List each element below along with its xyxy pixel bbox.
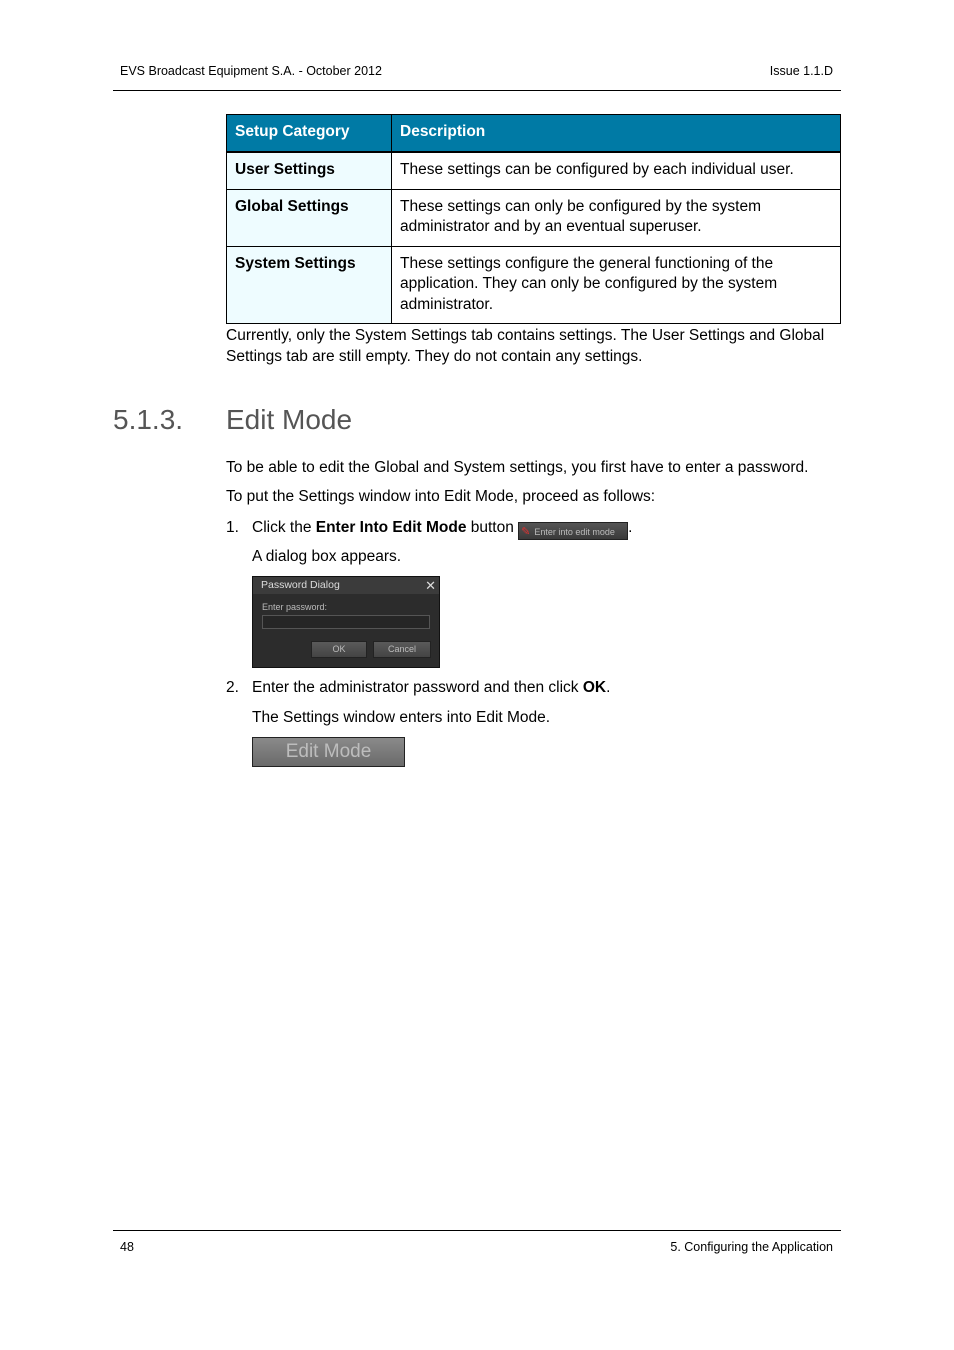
section-heading xyxy=(113,404,352,436)
footer-rule xyxy=(113,1230,841,1231)
close-icon[interactable]: ✕ xyxy=(425,578,436,593)
table-row xyxy=(227,246,841,324)
header-left: EVS Broadcast Equipment S.A. - October 2012 xyxy=(120,64,382,78)
table-cell-description: These settings can only be configured by the system administrator and by an eventual superuser. xyxy=(392,189,841,246)
edit-mode-indicator: Edit Mode xyxy=(252,737,405,767)
cancel-button[interactable]: Cancel xyxy=(373,641,431,658)
enter-into-edit-mode-label: Enter into edit mode xyxy=(534,527,615,537)
table-cell-category: System Settings xyxy=(227,246,392,324)
password-label: Enter password: xyxy=(262,602,328,612)
table-header-row xyxy=(227,115,841,153)
page-number: 48 xyxy=(120,1240,134,1254)
table-header-description: Description xyxy=(392,115,841,153)
table-cell-category: User Settings xyxy=(227,152,392,189)
step-1-number: 1. xyxy=(226,519,239,536)
step-1-result: A dialog box appears. xyxy=(252,548,402,565)
step-1-period: . xyxy=(628,519,633,536)
table-row xyxy=(227,189,841,246)
section-title: Edit Mode xyxy=(226,404,353,435)
step-1-prefix: Click the xyxy=(252,519,316,536)
pencil-icon: ✎ xyxy=(521,526,531,538)
enter-into-edit-mode-button[interactable] xyxy=(518,522,628,540)
step-2-bold: OK xyxy=(582,679,607,696)
step-1-text xyxy=(252,518,632,540)
dialog-title: Password Dialog xyxy=(253,577,439,594)
ok-button[interactable]: OK xyxy=(311,641,367,658)
header-rule xyxy=(113,90,841,91)
password-dialog xyxy=(252,576,440,668)
table-cell-category: Global Settings xyxy=(227,189,392,246)
table-cell-description: These settings can be configured by each individual user. xyxy=(392,152,841,189)
intro-paragraph-1: To be able to edit the Global and System settings, you first have to enter a password. xyxy=(226,459,809,476)
note-paragraph: Currently, only the System Settings tab contains settings. The User Settings and Global Settings tab are still empty. They do not contain any settings. xyxy=(226,327,825,365)
step-2-prefix: Enter the administrator password and then click xyxy=(252,679,583,696)
password-input[interactable] xyxy=(262,615,430,629)
step-2-result: The Settings window enters into Edit Mode. xyxy=(252,709,551,726)
step-2-text xyxy=(252,678,610,698)
chapter-title: 5. Configuring the Application xyxy=(670,1240,833,1254)
table-header-category: Setup Category xyxy=(227,115,392,153)
table-row xyxy=(227,152,841,189)
header-right: Issue 1.1.D xyxy=(769,64,833,78)
table-cell-description: These settings configure the general functioning of the application. They can only be configured by the system administrator. xyxy=(392,246,841,324)
step-2-number: 2. xyxy=(226,679,239,696)
intro-paragraph-2: To put the Settings window into Edit Mode, proceed as follows: xyxy=(226,488,656,505)
section-number: 5.1.3. xyxy=(113,404,184,435)
step-1-bold: Enter Into Edit Mode xyxy=(315,519,467,536)
setup-category-table xyxy=(226,114,841,324)
step-1-suffix: button xyxy=(466,519,514,536)
step-2-suffix: . xyxy=(606,679,611,696)
